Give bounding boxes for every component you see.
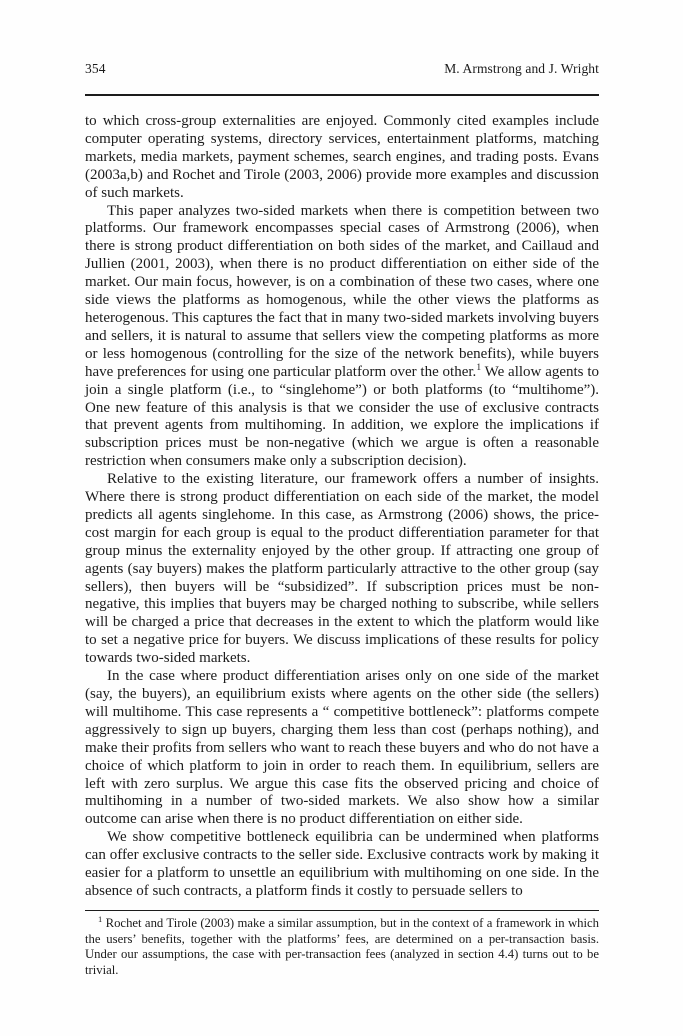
paragraph [85,829,599,901]
text-segment: We show competitive bottleneck equilibria can be undermined when platforms can offer exclusive contracts to the seller side. Exclusive contracts work by making it easier for a platform to unsettle an equilibrium with multihoming on one side. In the absence of such contracts, a platform finds it costly to persuade sellers to [85,829,599,899]
footnote-rule [85,910,599,911]
text-segment: to which cross-group externalities are enjoyed. Commonly cited examples include computer operating systems, directory services, entertainment platforms, matching markets, media markets, payment schemes, search engines, and trading posts. Evans (2003a,b) and Rochet and Tirole (2003, 2006) provide more examples and discussion of such markets. [85,113,599,201]
paragraph [85,113,599,203]
footnote-marker: 1 [98,913,103,924]
footnote [85,913,599,978]
article-body [85,113,599,901]
text-segment: Relative to the existing literature, our framework offers a number of insights. Where there is strong product differentiation on each side of the market, the model predicts all agents singlehome. In this case, as Armstrong (2006) shows, the price-cost margin for each group is equal to the product differentiation parameter for that group minus the externality enjoyed by the other group. If attracting one group of agents (say buyers) makes the platform particularly attractive to the other group (say sellers), then buyers will be “subsidized”. If subscription prices must be non-negative, this implies that buyers may be charged nothing to subscribe, while sellers will be charged a price that decreases in the extent to which the platform would like to set a negative price for buyers. We discuss implications of these results for policy towards two-sided markets. [85,471,599,667]
footnote-text: Rochet and Tirole (2003) make a similar assumption, but in the context of a framework in which the users’ benefits, together with the platforms’ fees, are determined on a per-transaction basis. Under our assumptions, the case with per-transaction fees (analyzed in section 4.4) turns out to be trivial. [85,916,599,977]
running-head-authors: M. Armstrong and J. Wright [444,61,599,76]
footnote-reference: 1 [476,362,482,373]
page-header [85,61,599,77]
text-segment: In the case where product differentiation arises only on one side of the market (say, the buyers), an equilibrium exists where agents on the other side (the sellers) will multihome. This case represents a “ competitive bottleneck”: platforms compete aggressively to sign up buyers, charging them less than cost (perhaps nothing), and make their profits from sellers who want to reach these buyers and who do not have a choice of which platform to join in order to reach them. In equilibrium, sellers are left with zero surplus. We argue this case fits the observed pricing and choice of multihoming in a number of two-sided markets. We also show how a similar outcome can arise when there is no product differentiation on either side. [85,668,599,828]
header-rule [85,94,599,96]
page-number: 354 [85,61,106,76]
paragraph [85,471,599,668]
paragraph [85,203,599,472]
paragraph [85,668,599,829]
text-segment: This paper analyzes two-sided markets when there is competition between two platforms. Our framework encompasses special cases of Armstrong (2006), when there is strong product differentiation on both sides of the market, and Caillaud and Jullien (2001, 2003), when there is no product differentiation on either side of the market. Our main focus, however, is on a combination of these two cases, where one side views the platforms as homogenous, while the other views the platforms as heterogenous. This captures the fact that in many two-sided markets involving buyers and sellers, it is natural to assume that sellers view the competing platforms as more or less homogenous (controlling for the size of the network benefits), while buyers have preferences for using one particular platform over the other. [85,202,599,380]
text-segment: We allow agents to join a single platform (i.e., to “singlehome”) or both platforms (to “multihome”). One new feature of this analysis is that we consider the use of exclusive contracts that prevent agents from multihoming. In addition, we explore the implications if subscription prices must be non-negative (which we argue is often a reasonable restriction when consumers make only a subscription decision). [85,363,600,470]
